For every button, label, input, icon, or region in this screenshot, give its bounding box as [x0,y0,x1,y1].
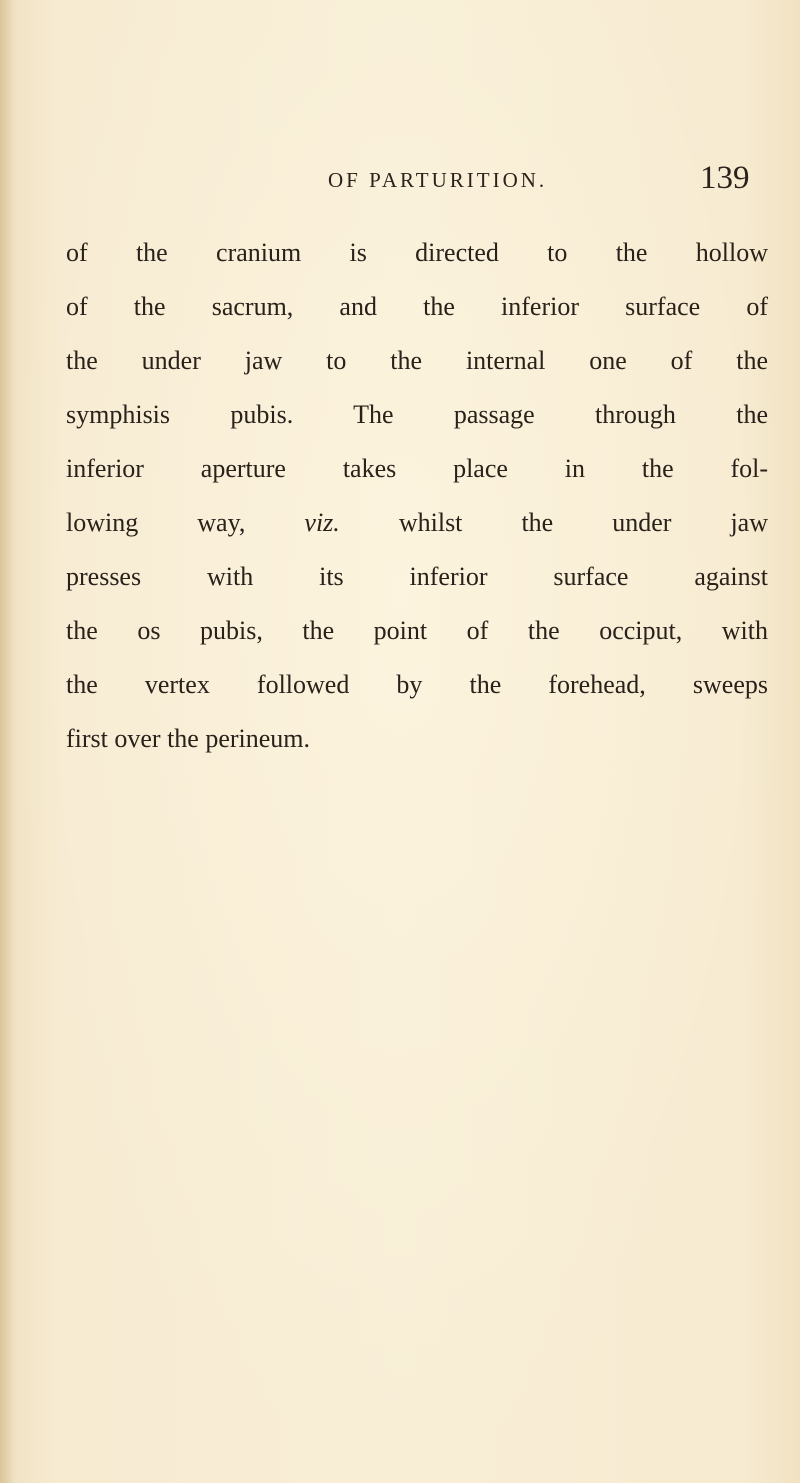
running-title: OF PARTURITION. [328,168,548,192]
text-line: presses with its inferior surface against [66,562,768,591]
text-line: of the sacrum, and the inferior surface of [66,292,768,321]
page-spine-shadow [0,0,14,1483]
text-line: the vertex followed by the forehead, sweeps [66,670,768,699]
text-line: of the cranium is directed to the hollow [66,238,768,267]
text-line: the under jaw to the internal one of the [66,346,768,375]
text-line: inferior aperture takes place in the fol- [66,454,768,483]
text-run: lowing way, [66,508,246,537]
text-line-last: first over the perineum. [66,724,311,753]
body-text [66,226,768,766]
running-head [0,162,800,202]
text-run: whilst the under jaw [398,508,768,537]
text-line-mixed [66,496,768,550]
text-line: the os pubis, the point of the occiput, with [66,616,768,645]
page-number: 139 [700,160,750,196]
text-line: symphisis pubis. The passage through the [66,400,768,429]
italic-abbreviation: viz. [304,508,340,537]
